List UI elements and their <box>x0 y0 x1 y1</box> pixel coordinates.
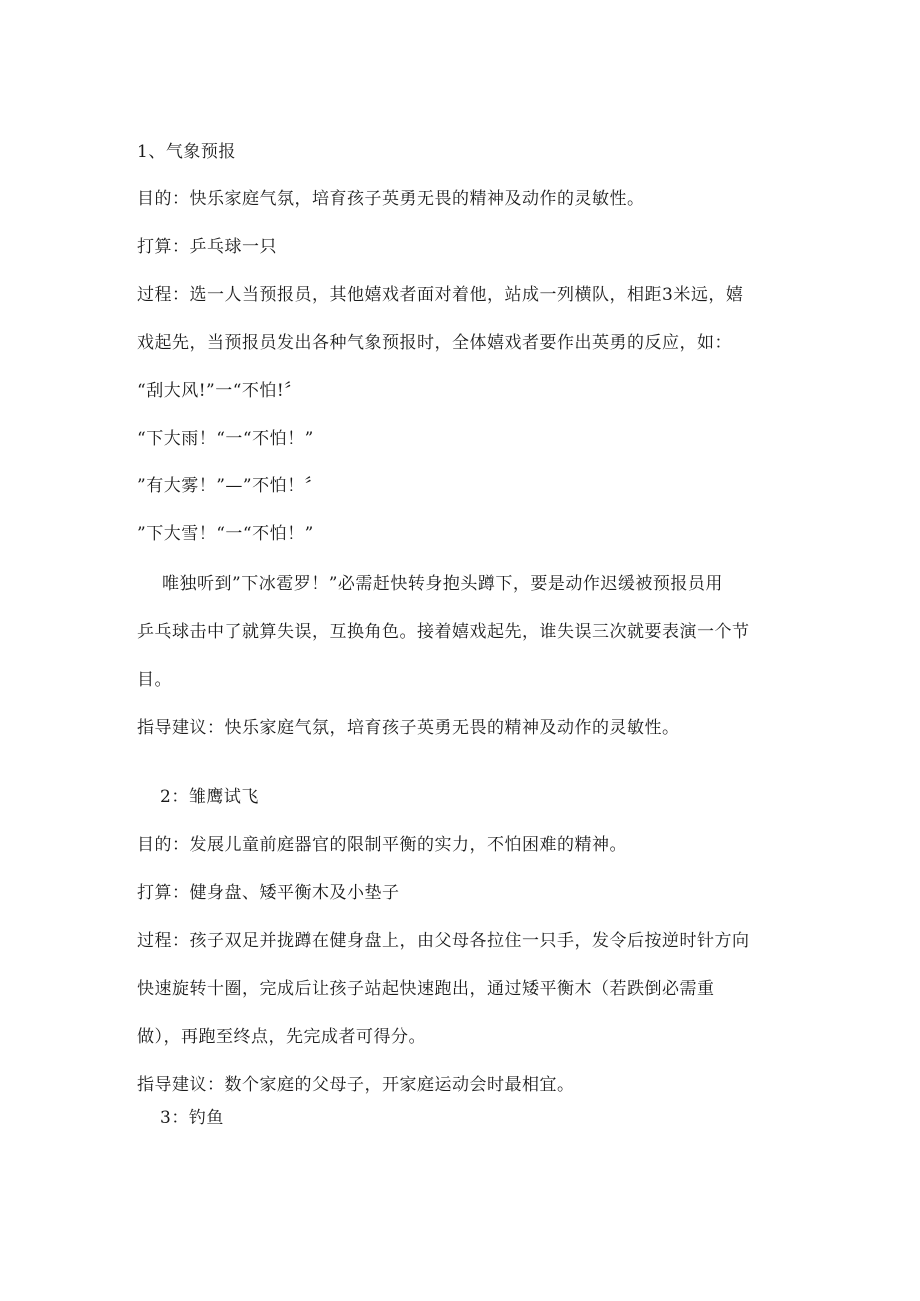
section2-prep: 打算：健身盘、矮平衡木及小垫子 <box>137 883 400 903</box>
section1-process-line1: 过程：选一人当预报员，其他嬉戏者面对着他，站成一列横队，相距3米远，嬉 <box>137 285 744 305</box>
section1-prep: 打算：乒乓球一只 <box>137 237 277 257</box>
section1-call4: ”下大雪！“一“不怕！” <box>137 524 314 544</box>
section1-rule-line3: 目。 <box>137 670 172 690</box>
section1-advice: 指导建议：快乐家庭气氛，培育孩子英勇无畏的精神及动作的灵敏性。 <box>137 718 680 738</box>
section2-process-line1: 过程：孩子双足并拢蹲在健身盘上，由父母各拉住一只手，发令后按逆时针方向 <box>137 931 750 951</box>
section2-process-line2: 快速旋转十圈，完成后让孩子站起快速跑出，通过矮平衡木（若跌倒必需重 <box>137 979 715 999</box>
section1-purpose: 目的：快乐家庭气氛，培育孩子英勇无畏的精神及动作的灵敏性。 <box>137 189 645 209</box>
section1-process-line2: 戏起先，当预报员发出各种气象预报时，全体嬉戏者要作出英勇的反应，如： <box>137 333 732 353</box>
section1-rule-line2: 乒乓球击中了就算失误，互换角色。接着嬉戏起先，谁失误三次就要表演一个节 <box>137 622 750 642</box>
section2-heading: 2：雏鹰试飞 <box>160 787 259 807</box>
section1-rule-line1: 唯独听到”下冰雹罗！”必需赶快转身抱头蹲下，要是动作迟缓被预报员用 <box>162 574 723 594</box>
section1-call1: “刮大风!”一“不怕!〞 <box>137 381 302 401</box>
section2-process-line3: 做），再跑至终点，先完成者可得分。 <box>137 1027 426 1047</box>
section1-call3: ”有大雾！”—”不怕！〞 <box>137 476 323 496</box>
section3-heading: 3：钓鱼 <box>160 1108 224 1128</box>
section1-call2: “下大雨！“一“不怕！” <box>137 429 314 449</box>
section2-advice: 指导建议：数个家庭的父母子，开家庭运动会时最相宜。 <box>137 1075 575 1095</box>
section1-heading: 1、气象预报 <box>137 142 236 162</box>
section2-purpose: 目的：发展儿童前庭器官的限制平衡的实力，不怕困难的精神。 <box>137 835 627 855</box>
